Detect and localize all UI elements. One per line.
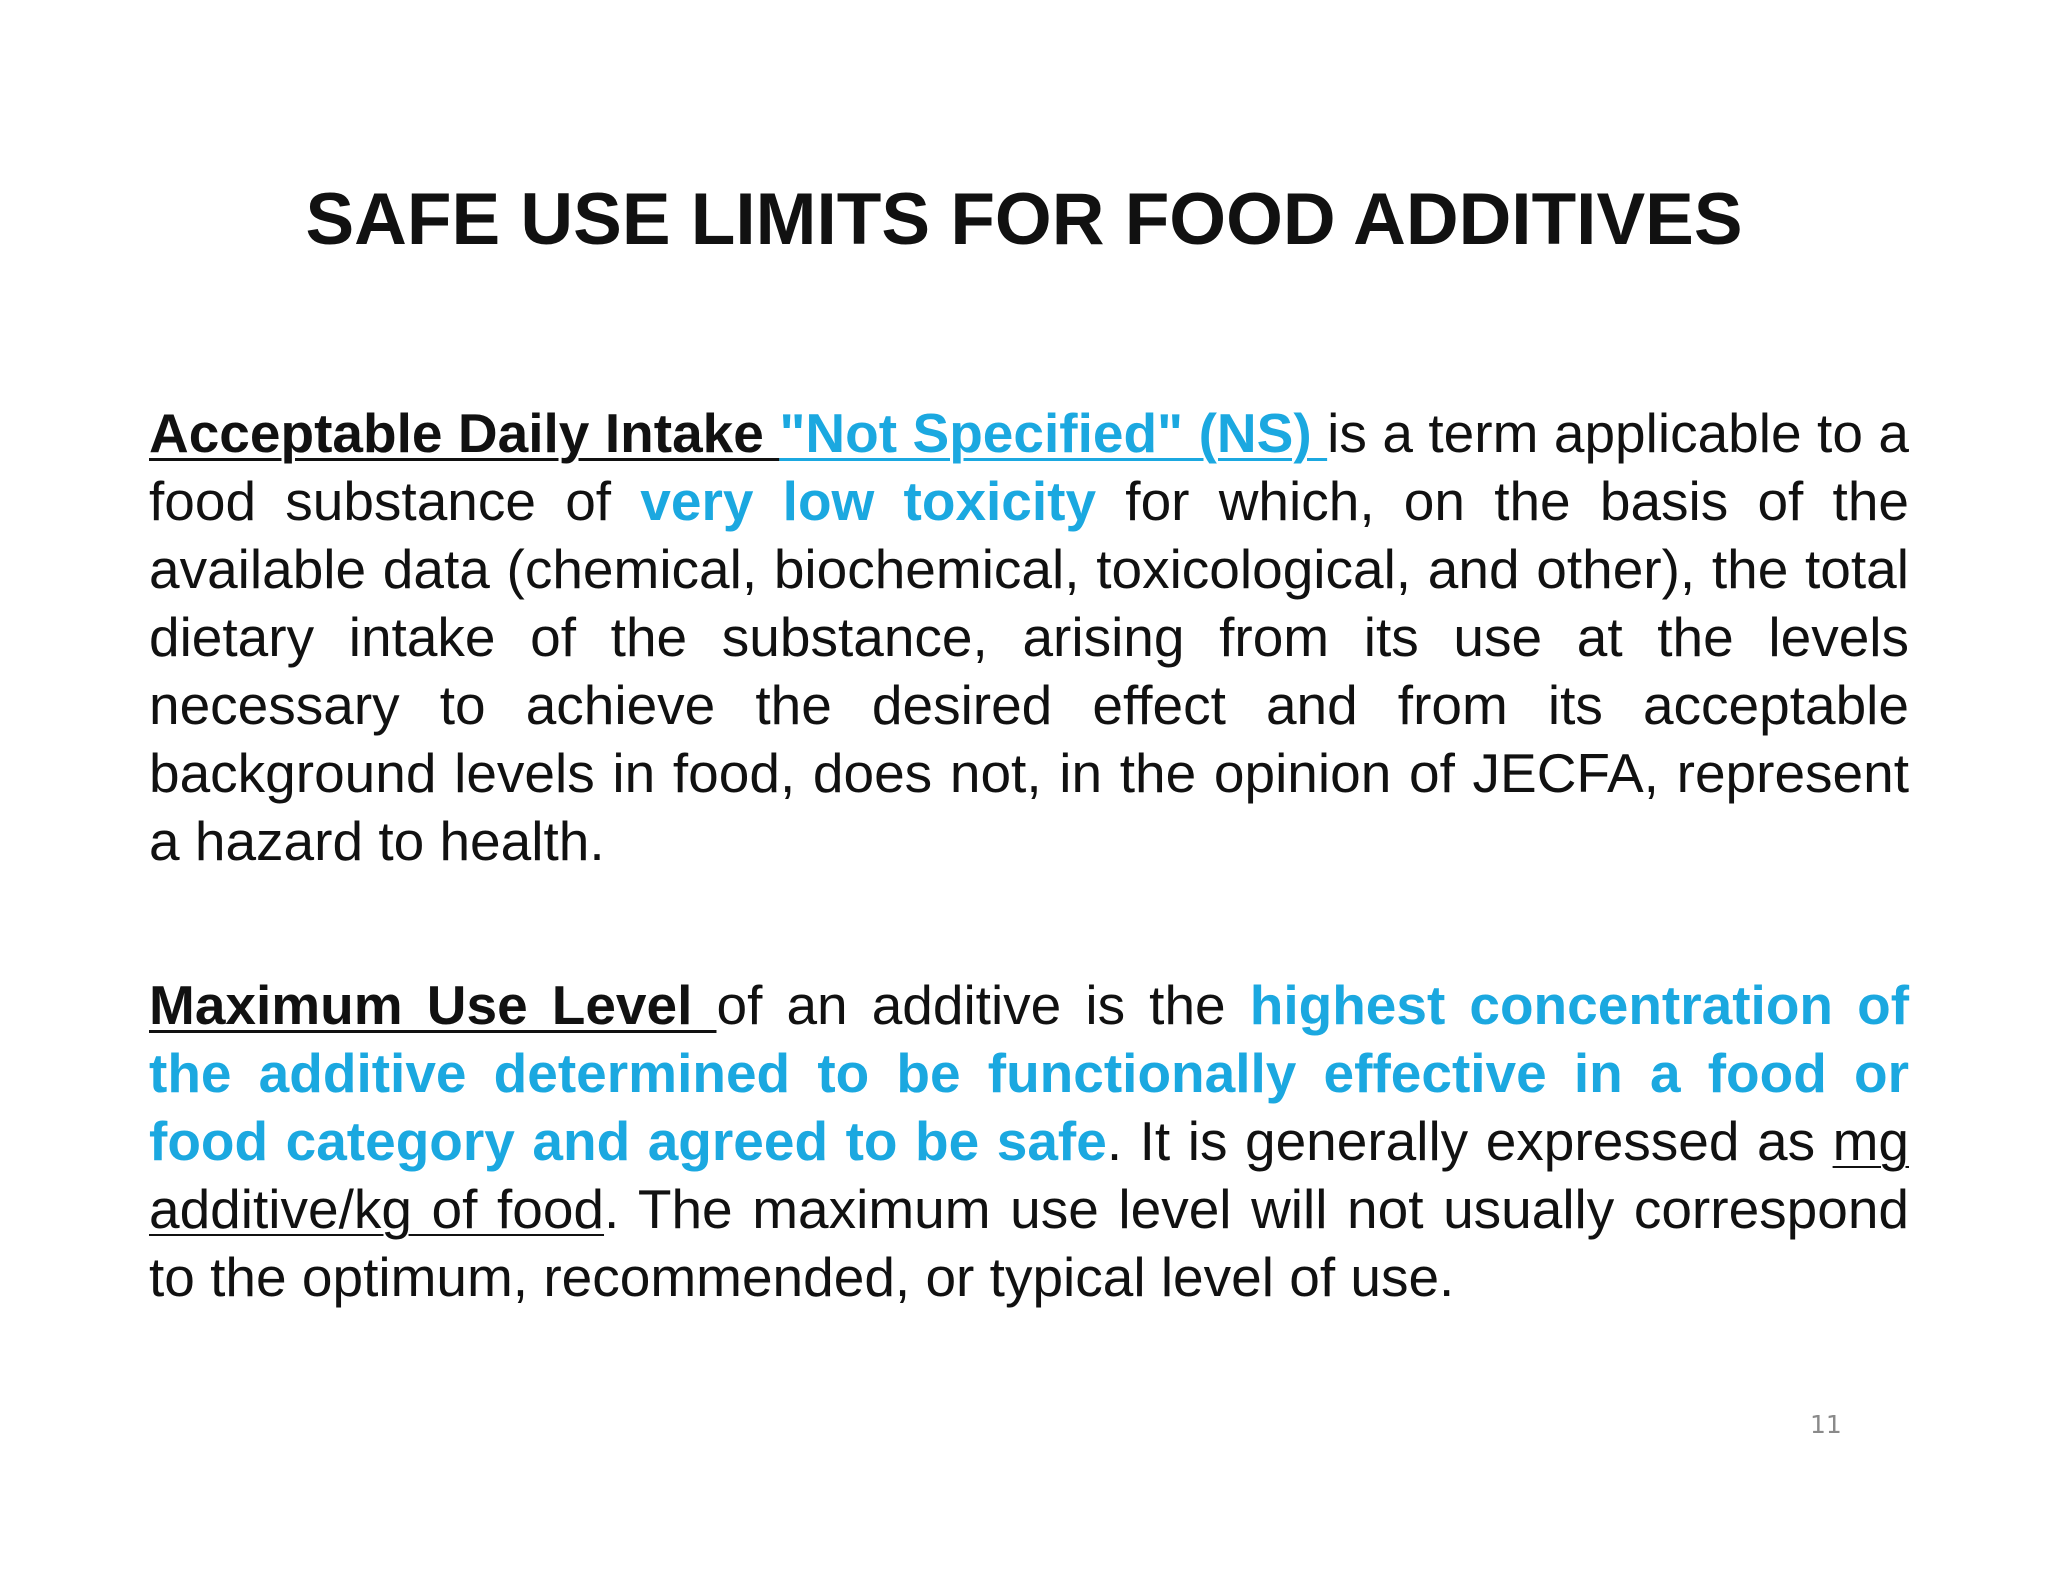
mul-unit-underlined: mg additive/kg of food (149, 1110, 1909, 1240)
page-number: 11 (1810, 1410, 1842, 1439)
adi-not-specified-term: "Not Specified" (NS) (779, 402, 1328, 464)
adi-text-2: for which, on the basis of the available data (chemical, biochemical, toxicological, and other), the total dietary intake of the substance, arising from its use at the levels necessary to achieve the desired effect and from its acceptable background levels in food, does not, in the opinion of JECFA, represent a hazard to health. (149, 470, 1910, 872)
adi-term: Acceptable Daily Intake (149, 402, 780, 464)
adi-text-1: is a term applicable to a food substance of (149, 402, 1909, 532)
adi-highlight-low-toxicity: very low toxicity (640, 470, 1097, 532)
mul-text-3: . The maximum use level will not usually correspond to the optimum, recommended, or typical level of use. (149, 1178, 1910, 1308)
mul-term: Maximum Use Level (149, 974, 717, 1036)
mul-highlight: highest concentration of the additive determined to be functionally effective in a food or food category and agreed to be safe (149, 974, 1910, 1172)
mul-definition-paragraph (149, 971, 1909, 1311)
adi-definition-paragraph (149, 399, 1909, 875)
slide-title: SAFE USE LIMITS FOR FOOD ADDITIVES (305, 179, 1743, 260)
mul-text-2: . It is generally expressed as (1106, 1110, 1833, 1172)
mul-text-1: of an additive is the (716, 974, 1250, 1036)
